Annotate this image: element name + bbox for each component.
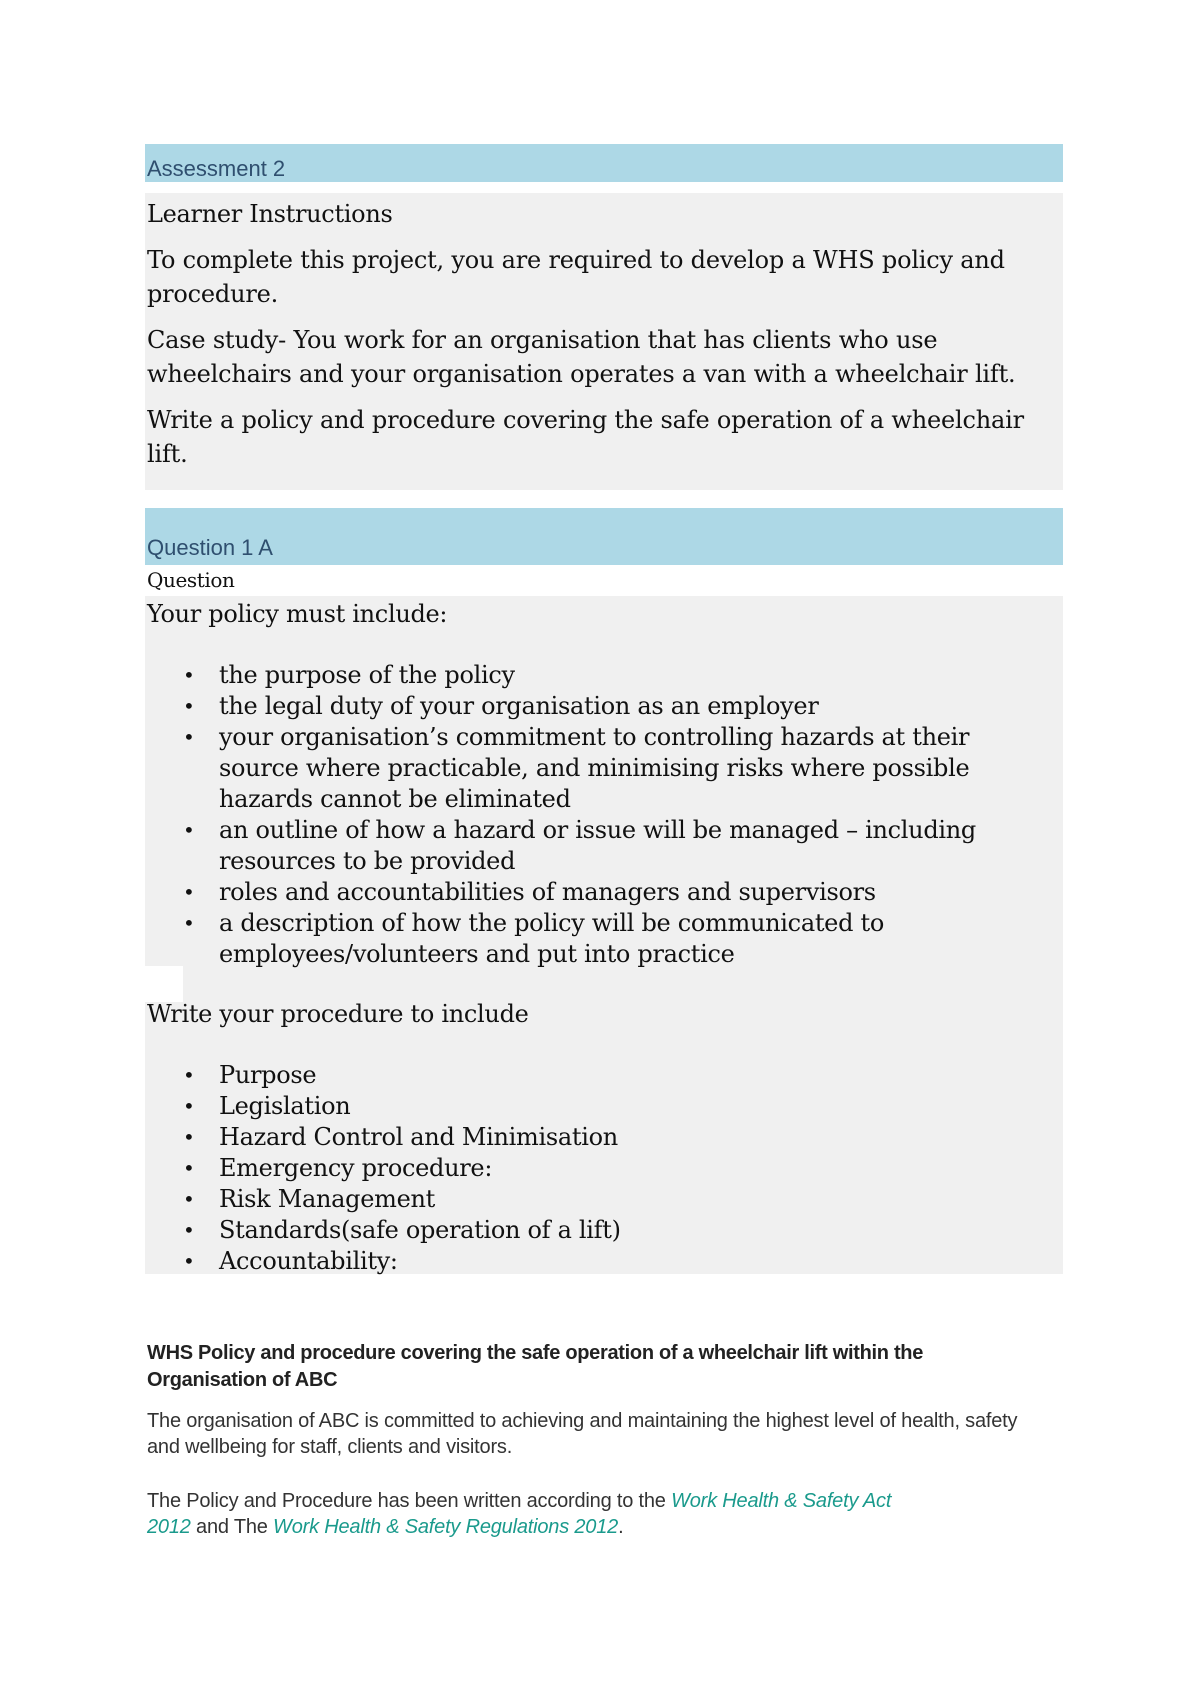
list-item: • Emergency procedure: [183,1154,493,1182]
list-item: • Hazard Control and Minimisation [183,1123,618,1151]
learner-instructions-block [145,193,1063,490]
bullet-icon: • [183,1156,195,1180]
bullet-icon: • [183,694,195,718]
ref-prefix: The Policy and Procedure has been written according to the [147,1490,672,1512]
assessment-band [145,144,1063,182]
question-band [145,508,1063,565]
bullet-icon: • [183,1187,195,1211]
list-item: • your organisation’s commitment to controlling hazards at their source where practicable, and minimising risks where possible hazards cannot be eliminated [183,723,970,813]
block-gap [145,966,183,1002]
case-study-paragraph: Case study- You work for an organisation that has clients who use wheelchairs and your organisation operates a van with a wheelchair lift. [147,326,1016,388]
question-label: Question [147,568,235,592]
bullet-icon: • [183,818,195,842]
ref-act-link[interactable]: Work Health & Safety Act 2012 [147,1490,892,1538]
list-item: • an outline of how a hazard or issue will be managed – including resources to be provided [183,816,976,875]
learner-instructions-heading: Learner Instructions [147,200,393,228]
bullet-icon: • [183,1094,195,1118]
answer-intro: The organisation of ABC is committed to achieving and maintaining the highest level of health, safety and wellbeing for staff, clients and visitors. [147,1410,1018,1458]
answer-references [147,1488,907,1540]
answer-title: WHS Policy and procedure covering the safe operation of a wheelchair lift within the Organisation of ABC [147,1342,924,1391]
bullet-icon: • [183,911,195,935]
procedure-list [145,1060,1045,1277]
list-item: • Purpose [183,1061,317,1089]
instructions-paragraph: To complete this project, you are required to develop a WHS policy and procedure. [147,246,1005,308]
bullet-icon: • [183,880,195,904]
task-paragraph: Write a policy and procedure covering the safe operation of a wheelchair lift. [147,406,1024,468]
bullet-icon: • [183,1063,195,1087]
list-item: • Risk Management [183,1185,436,1213]
list-item: • Legislation [183,1092,351,1120]
list-item: • the legal duty of your organisation as an employer [183,692,819,720]
ref-regulations-link[interactable]: Work Health & Safety Regulations 2012 [273,1516,619,1538]
question-band-label: Question 1 A [147,535,273,560]
list-item: • a description of how the policy will be communicated to employees/volunteers and put into practice [183,909,884,968]
ref-middle: and The [190,1516,274,1538]
bullet-icon: • [183,1125,195,1149]
bullet-icon: • [183,1218,195,1242]
procedure-intro: Write your procedure to include [147,1000,529,1028]
list-item: • Accountability: [183,1247,398,1275]
list-item: • the purpose of the policy [183,661,515,689]
policy-list [145,660,1045,970]
list-item: • roles and accountabilities of managers and supervisors [183,878,876,906]
ref-suffix: . [618,1516,624,1538]
bullet-icon: • [183,1249,195,1273]
bullet-icon: • [183,663,195,687]
list-item: • Standards(safe operation of a lift) [183,1216,621,1244]
bullet-icon: • [183,725,195,749]
policy-intro: Your policy must include: [147,600,448,628]
assessment-band-label: Assessment 2 [147,156,286,181]
